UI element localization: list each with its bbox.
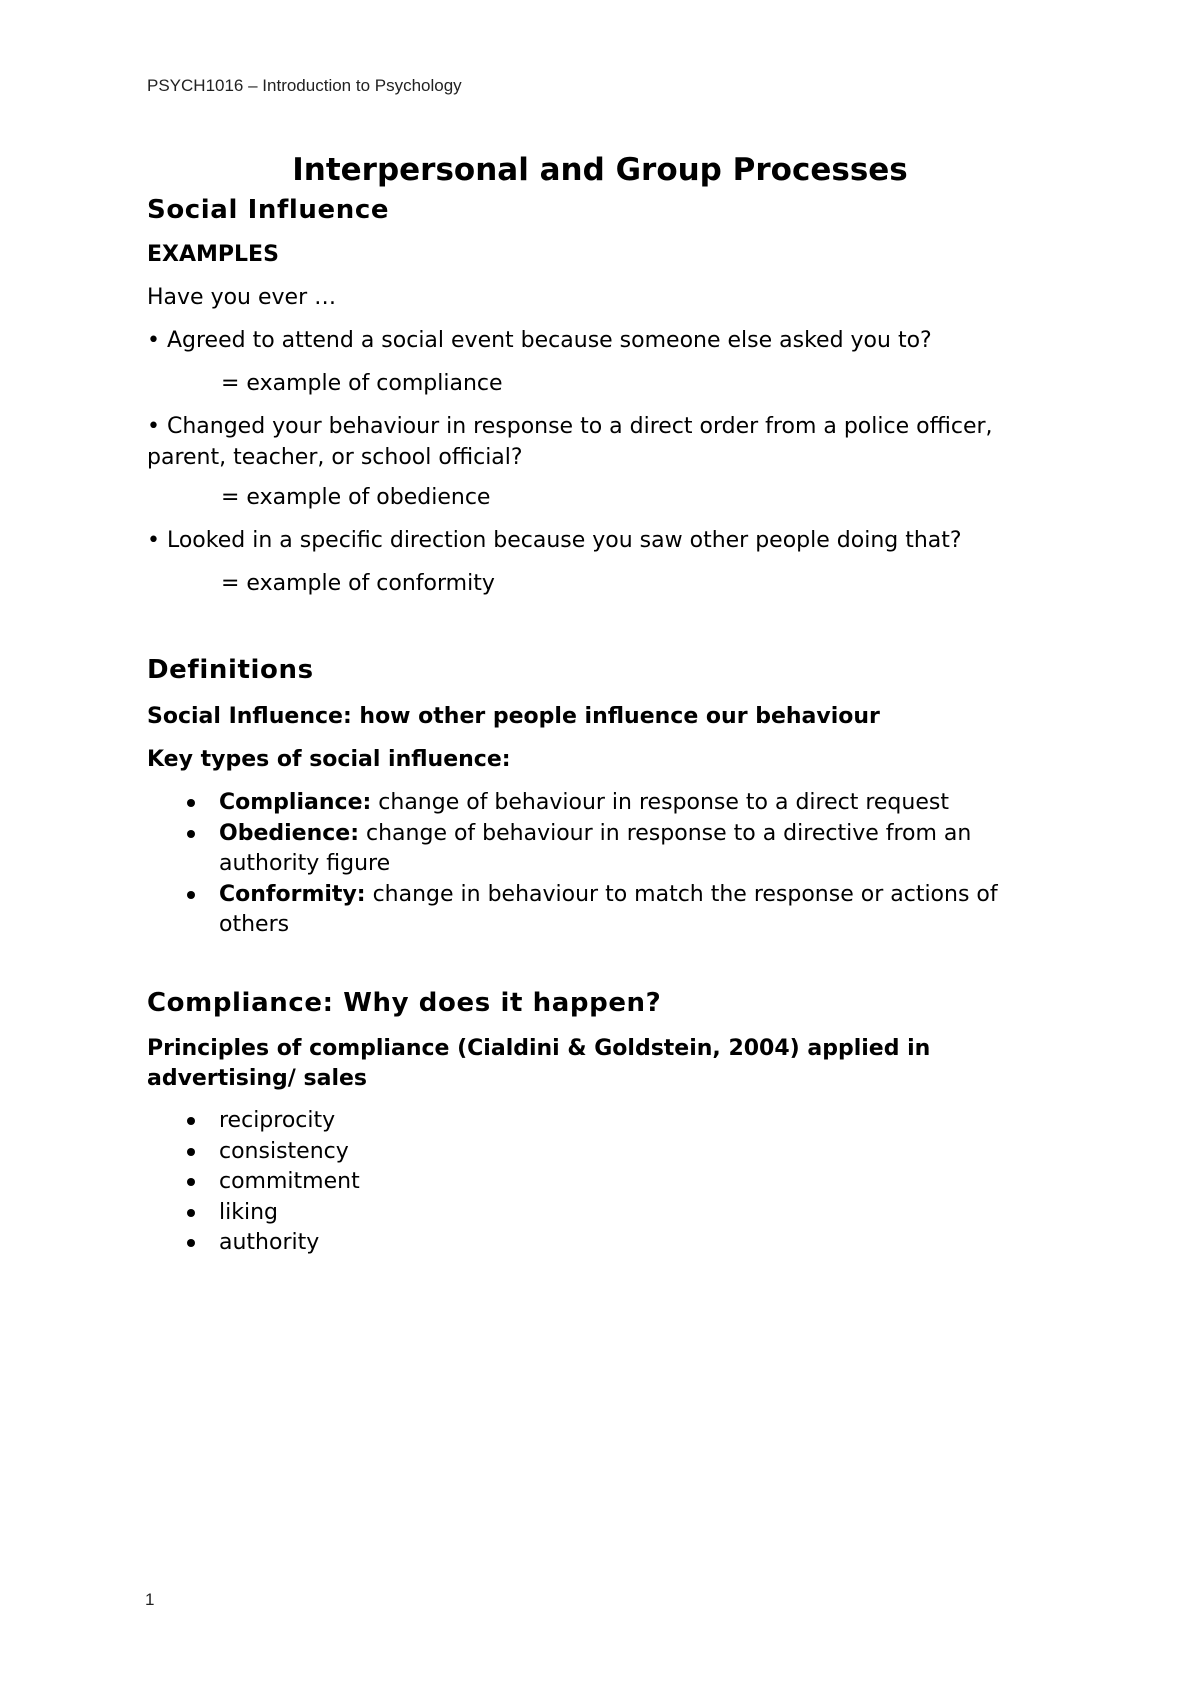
- principle-text: reciprocity: [219, 1108, 336, 1133]
- key-types-list: [0, 788, 1059, 941]
- example-answer-2: = example of obedience: [221, 485, 491, 510]
- type-text: change of behaviour in response to a directive from an authority figure: [219, 820, 972, 876]
- bullet-icon: [187, 1117, 195, 1125]
- social-influence-definition: Social Influence: how other people influence our behaviour: [147, 704, 880, 729]
- type-term: Conformity:: [219, 881, 366, 907]
- type-term: Obedience:: [219, 820, 360, 846]
- bullet-icon: [187, 1178, 195, 1186]
- examples-intro: Have you ever …: [147, 285, 337, 310]
- example-question-3: • Looked in a specific direction because you saw other people doing that?: [147, 528, 962, 553]
- bullet-icon: [187, 1239, 195, 1247]
- example-question-2: • Changed your behaviour in response to a direct order from a police officer, parent, teacher, or school official?: [147, 414, 993, 470]
- principle-text: authority: [219, 1230, 320, 1255]
- list-item: [0, 1106, 1059, 1137]
- running-header: PSYCH1016 – Introduction to Psychology: [147, 76, 462, 95]
- examples-label: EXAMPLES: [147, 242, 279, 267]
- page-number: 1: [145, 1590, 155, 1609]
- type-text: change in behaviour to match the response or actions of others: [219, 881, 998, 937]
- example-answer-3: = example of conformity: [221, 571, 495, 596]
- type-text: change of behaviour in response to a direct request: [371, 790, 949, 815]
- bullet-icon: [187, 1148, 195, 1156]
- bullet-icon: [187, 891, 195, 899]
- list-item: [0, 1198, 1059, 1229]
- section-heading-compliance: Compliance: Why does it happen?: [147, 988, 662, 1018]
- bullet-icon: [187, 830, 195, 838]
- document-title: Interpersonal and Group Processes: [292, 152, 908, 188]
- bullet-icon: [187, 799, 195, 807]
- principles-label: Principles of compliance (Cialdini & Goldstein, 2004) applied in advertising/ sales: [147, 1036, 931, 1091]
- list-item: [0, 880, 1059, 941]
- list-item: [0, 1228, 1059, 1259]
- principle-text: commitment: [219, 1169, 360, 1194]
- section-heading-definitions: Definitions: [147, 655, 314, 685]
- principle-text: consistency: [219, 1138, 349, 1164]
- example-question-1: • Agreed to attend a social event because someone else asked you to?: [147, 328, 932, 353]
- principle-text: liking: [219, 1199, 278, 1225]
- example-answer-1: = example of compliance: [221, 371, 503, 396]
- type-term: Compliance:: [219, 790, 372, 815]
- list-item: [0, 819, 1059, 880]
- list-item: [0, 1167, 1059, 1198]
- bullet-icon: [187, 1209, 195, 1217]
- section-heading-social-influence: Social Influence: [147, 195, 390, 225]
- key-types-label: Key types of social influence:: [147, 747, 511, 772]
- list-item: [0, 788, 1059, 819]
- principles-list: [0, 1106, 1059, 1259]
- list-item: [0, 1137, 1059, 1168]
